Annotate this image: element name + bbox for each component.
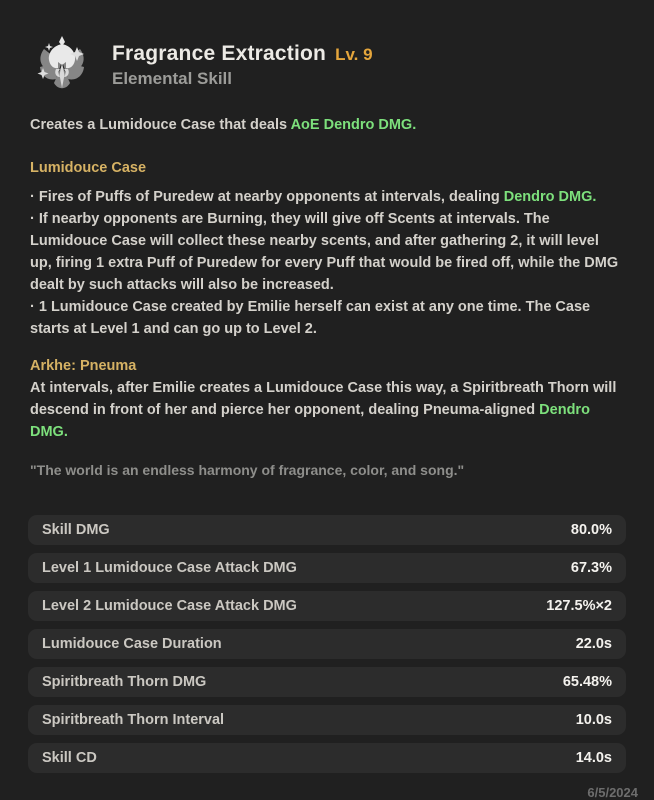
flavor-quote: "The world is an endless harmony of fragrance, color, and song.": [30, 462, 465, 478]
stat-value: 67.3%: [570, 560, 612, 576]
highlight-green-text: Dendro DMG.: [503, 189, 597, 205]
stat-label: Level 2 Lumidouce Case Attack DMG: [42, 598, 297, 614]
stat-value: 22.0s: [575, 636, 612, 652]
skill-summary: Creates a Lumidouce Case that deals AoE Dendro DMG.: [30, 117, 417, 133]
skill-description: [0, 97, 654, 515]
stat-row: [28, 667, 626, 697]
stat-row: [28, 705, 626, 735]
stat-label: Skill CD: [42, 750, 97, 766]
stat-value: 65.48%: [562, 674, 612, 690]
stat-row: [28, 629, 626, 659]
stat-label: Skill DMG: [42, 522, 110, 538]
stat-label: Spiritbreath Thorn Interval: [42, 712, 225, 728]
stats-table: [0, 515, 654, 781]
skill-titles: [112, 42, 373, 89]
lumidouce-case-details: [30, 186, 624, 340]
stat-row: [28, 591, 626, 621]
bullet-puffs-of-puredew: · Fires of Puffs of Puredew at nearby opponents at intervals, dealing Dendro DMG.: [30, 189, 597, 205]
section-heading-lumidouce-case: Lumidouce Case: [30, 160, 147, 176]
highlight-green-text: AoE Dendro DMG.: [290, 117, 417, 133]
stat-row: [28, 743, 626, 773]
stat-label: Lumidouce Case Duration: [42, 636, 222, 652]
stat-value: 10.0s: [575, 712, 612, 728]
section-heading-arkhe-pneuma: Arkhe: Pneuma: [30, 358, 137, 374]
skill-type-label: Elemental Skill: [112, 68, 232, 88]
stat-row: [28, 553, 626, 583]
skill-header: [0, 0, 654, 97]
bullet-burning-scents: · If nearby opponents are Burning, they will give off Scents at intervals. The Lumidouce Case will collect these nearby scents, and after gathering 2, it will level up, firing 1 extra Puff of Puredew for every Puff that would be fired off, while the DMG dealt by such attacks will also be increased.: [30, 211, 619, 293]
skill-flower-icon: [30, 33, 94, 97]
date-label: 6/5/2024: [587, 785, 638, 800]
stat-row: [28, 515, 626, 545]
stat-value: 127.5%×2: [546, 598, 612, 614]
stat-label: Spiritbreath Thorn DMG: [42, 674, 207, 690]
stat-value: 80.0%: [570, 522, 612, 538]
skill-title: Fragrance Extraction: [112, 41, 327, 65]
stat-value: 14.0s: [575, 750, 612, 766]
arkhe-description: At intervals, after Emilie creates a Lumidouce Case this way, a Spiritbreath Thorn will descend in front of her and pierce her opponent, dealing Pneuma-aligned Dendro DMG.: [30, 380, 617, 440]
footer: [0, 781, 654, 800]
bullet-case-limit: · 1 Lumidouce Case created by Emilie herself can exist at any one time. The Case starts at Level 1 and can go up to Level 2.: [30, 299, 591, 337]
highlight-green-text: Dendro DMG.: [30, 402, 590, 440]
stat-label: Level 1 Lumidouce Case Attack DMG: [42, 560, 297, 576]
skill-level-badge: Lv. 9: [335, 44, 373, 64]
